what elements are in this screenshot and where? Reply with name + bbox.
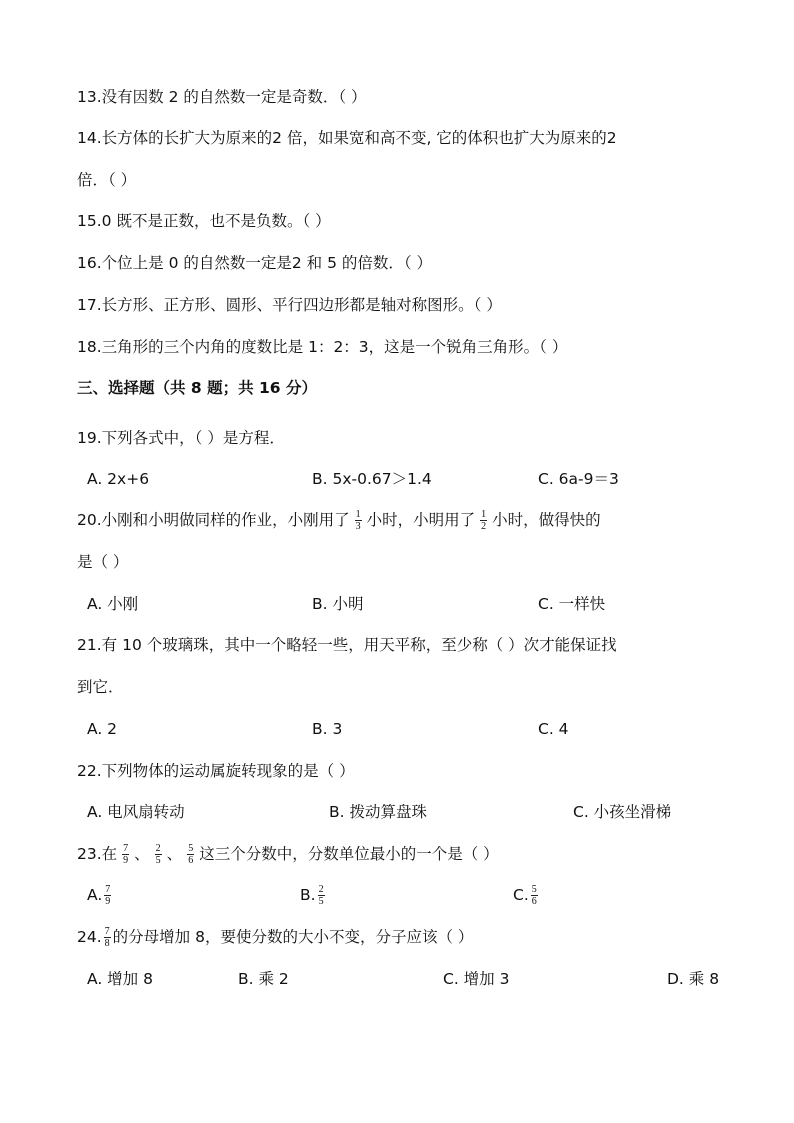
q24-suffix: 的分母增加 8，要使分数的大小不变，分子应该（ ） [112, 928, 474, 946]
fraction-denominator: 8 [104, 938, 110, 949]
fraction-numerator: 2 [318, 884, 324, 895]
fraction-numerator: 2 [155, 843, 161, 854]
q23-fraction-2 [155, 843, 162, 866]
question-23 [77, 843, 499, 866]
q20-option-b: B. 小明 [312, 595, 364, 613]
q20-text-part3: 小时，做得快的 [492, 511, 601, 529]
q23-fraction-3 [187, 843, 194, 866]
q20-text-part1: 20.小刚和小明做同样的作业，小刚用了 [77, 511, 350, 529]
q19-option-b: B. 5x-0.67＞1.4 [312, 470, 432, 488]
q21-option-a: A. 2 [87, 720, 118, 738]
q19-option-a: A. 2x+6 [87, 470, 150, 488]
fraction-denominator: 3 [355, 521, 361, 532]
fraction-numerator: 7 [123, 843, 129, 854]
q22-option-a: A. 电风扇转动 [87, 803, 185, 821]
question-18: 18.三角形的三个内角的度数比是 1：2：3，这是一个锐角三角形。（ ） [77, 338, 568, 356]
q22-option-c: C. 小孩坐滑梯 [573, 803, 672, 821]
q23-suffix: 这三个分数中，分数单位最小的一个是（ ） [199, 845, 499, 863]
q19-option-c: C. 6a-9＝3 [538, 470, 619, 488]
q20-option-a: A. 小刚 [87, 595, 139, 613]
option-fraction [318, 884, 325, 907]
q23-fraction-1 [122, 843, 129, 866]
question-14-line2: 倍．（ ） [77, 171, 137, 189]
fraction-numerator: 5 [531, 884, 537, 895]
question-24 [77, 926, 473, 949]
section-title: 三、选择题（共 8 题；共 16 分） [77, 379, 317, 397]
fraction-numerator: 1 [355, 509, 361, 520]
fraction-denominator: 5 [318, 896, 324, 907]
q24-option-a: A. 增加 8 [87, 970, 153, 988]
option-label: B. [300, 886, 316, 904]
q23-option-b [300, 884, 327, 907]
q23-separator: 、 [134, 845, 150, 863]
fraction-denominator: 6 [188, 855, 194, 866]
q24-option-d: D. 乘 8 [667, 970, 720, 988]
question-15: 15.0 既不是正数，也不是负数。（ ） [77, 212, 331, 230]
q20-text-part2: 小时，小明用了 [366, 511, 476, 529]
q23-option-c [513, 884, 540, 907]
q20-fraction-1 [355, 509, 362, 532]
question-21-line1: 21.有 10 个玻璃珠，其中一个略轻一些，用天平称，至少称（ ）次才能保证找 [77, 636, 617, 654]
question-20-line2: 是（ ） [77, 553, 129, 571]
fraction-numerator: 5 [188, 843, 194, 854]
q24-option-b: B. 乘 2 [238, 970, 289, 988]
q20-fraction-2 [480, 509, 487, 532]
q24-fraction [104, 926, 111, 949]
question-17: 17.长方形、正方形、圆形、平行四边形都是轴对称图形。（ ） [77, 296, 502, 314]
fraction-denominator: 6 [531, 896, 537, 907]
fraction-numerator: 7 [104, 926, 110, 937]
q24-prefix: 24. [77, 928, 102, 946]
fraction-numerator: 1 [481, 509, 487, 520]
question-22: 22.下列物体的运动属旋转现象的是（ ） [77, 762, 355, 780]
q24-option-c: C. 增加 3 [443, 970, 510, 988]
question-14-line1: 14.长方体的长扩大为原来的2 倍，如果宽和高不变, 它的体积也扩大为原来的2 [77, 129, 617, 147]
q23-option-a [87, 884, 113, 907]
question-16: 16.个位上是 0 的自然数一定是2 和 5 的倍数．（ ） [77, 254, 433, 272]
fraction-denominator: 5 [155, 855, 161, 866]
option-fraction [104, 884, 111, 907]
q21-option-c: C. 4 [538, 720, 569, 738]
option-label: C. [513, 886, 529, 904]
fraction-denominator: 9 [105, 896, 111, 907]
q23-separator: 、 [166, 845, 183, 863]
question-19: 19.下列各式中，（ ）是方程． [77, 429, 285, 447]
option-fraction [531, 884, 538, 907]
question-21-line2: 到它． [77, 678, 124, 696]
question-13: 13.没有因数 2 的自然数一定是奇数．（ ） [77, 88, 367, 106]
fraction-denominator: 2 [481, 521, 487, 532]
q21-option-b: B. 3 [312, 720, 343, 738]
q23-prefix: 23.在 [77, 845, 118, 863]
fraction-denominator: 9 [123, 855, 129, 866]
fraction-numerator: 7 [105, 884, 111, 895]
q20-option-c: C. 一样快 [538, 595, 606, 613]
option-label: A. [87, 886, 103, 904]
q22-option-b: B. 拨动算盘珠 [329, 803, 427, 821]
question-20-line1 [77, 509, 601, 532]
